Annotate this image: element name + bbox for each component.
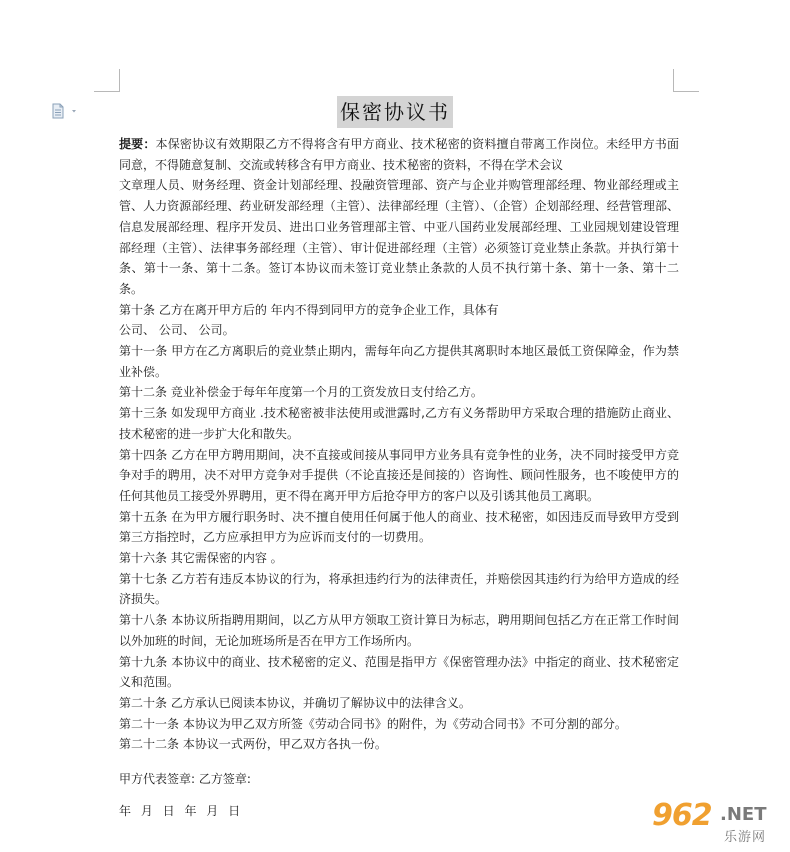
paragraph-text: 第十六条 其它需保密的内容 。 — [119, 551, 283, 566]
paragraph-text: 本保密协议有效期限乙方不得将含有甲方商业、技术秘密的资料擅自带离工作岗位。未经甲方书面同意，不得随意复制、交流或转移含有甲方商业、技术秘密的资料，不得在学术会议 — [119, 137, 679, 172]
paragraph[interactable] — [119, 693, 679, 714]
paragraph[interactable] — [119, 507, 679, 548]
date-line[interactable]: 年 月 日 年 月 日 — [119, 804, 244, 818]
document-body[interactable] — [119, 134, 679, 755]
paragraph[interactable] — [119, 652, 679, 693]
paragraph[interactable] — [119, 320, 679, 341]
paragraph[interactable] — [119, 569, 679, 610]
paragraph[interactable] — [119, 134, 679, 175]
watermark-subtitle: 乐游网 — [724, 830, 767, 845]
paragraph-label: 提要： — [119, 137, 156, 151]
paragraph-text: 公司、 公司、 公司。 — [119, 323, 235, 338]
document-title[interactable]: 保密协议书 — [337, 96, 453, 128]
title-container — [0, 96, 790, 128]
crop-mark-top-left — [94, 69, 120, 92]
paragraph-text: 第十七条 乙方若有违反本协议的行为，将承担违约行为的法律责任，并赔偿因其违约行为给甲方造成的经济损失。 — [119, 571, 679, 607]
paragraph[interactable] — [119, 382, 679, 403]
paragraph[interactable] — [119, 548, 679, 569]
paragraph-text: 第十三条 如发现甲方商业 .技术秘密被非法使用或泄露时,乙方有义务帮助甲方采取合理的措施防止商业、技术秘密的进一步扩大化和散失。 — [119, 406, 679, 441]
watermark-net: .NET — [720, 804, 767, 825]
paragraph-text: 第二十一条 本协议为甲乙双方所签《劳动合同书》的附件，为《劳动合同书》不可分割的部分。 — [119, 716, 627, 731]
paragraph[interactable] — [119, 734, 679, 755]
crop-mark-top-right — [673, 69, 699, 92]
paragraph-text: 第十四条 乙方在甲方聘用期间，决不直接或间接从事同甲方业务具有竞争性的业务，决不同时接受甲方竞争对手的聘用，决不对甲方竞争对手提供（不论直接还是间接的）咨询性、顾问性服务，也不唆使甲方的任何其他员工接受外界聘用，更不得在离开甲方后抢夺甲方的客户以及引诱其他员工离职。 — [119, 447, 679, 503]
signature-line[interactable]: 甲方代表签章: 乙方签章: — [119, 772, 251, 786]
watermark-number: 962 — [652, 798, 712, 833]
paragraph[interactable] — [119, 714, 679, 735]
paragraph[interactable] — [119, 175, 679, 299]
paragraph-text: 第二十二条 本协议一式两份，甲乙双方各执一份。 — [119, 737, 387, 752]
site-watermark-logo — [652, 800, 784, 846]
paragraph-text: 第十九条 本协议中的商业、技术秘密的定义、范围是指甲方《保密管理办法》中指定的商业、技术秘密定义和范围。 — [119, 654, 679, 690]
paragraph[interactable] — [119, 341, 679, 382]
paragraph-text: 第十五条 在为甲方履行职务时、决不擅自使用任何属于他人的商业、技术秘密，如因违反而导致甲方受到第三方指控时，乙方应承担甲方为应诉而支付的一切费用。 — [119, 509, 679, 545]
paragraph[interactable] — [119, 300, 679, 321]
paragraph[interactable] — [119, 445, 679, 507]
paragraph-text: 第二十条 乙方承认已阅读本协议，并确切了解协议中的法律含义。 — [119, 695, 471, 710]
paragraph-text: 第十一条 甲方在乙方离职后的竞业禁止期内，需每年向乙方提供其离职时本地区最低工资保障金，作为禁业补偿。 — [119, 344, 679, 379]
paragraph-text: 第十二条 竞业补偿金于每年年度第一个月的工资发放日支付给乙方。 — [119, 385, 483, 400]
paragraph[interactable] — [119, 610, 679, 651]
paragraph-text: 第十八条 本协议所指聘用期间，以乙方从甲方领取工资计算日为标志，聘用期间包括乙方在正常工作时间以外加班的时间，无论加班场所是否在甲方工作场所内。 — [119, 613, 679, 648]
paragraph-text: 文章理人员、财务经理、资金计划部经理、投融资管理部、资产与企业并购管理部经理、物业部经理或主管、人力资源部经理、药业研发部经理（主管）、法律部经理（主管）、（企管）企划部经理、经营管理部、信息发展部经理、程序开发员、进出口业务管理部主管、中亚八国药业发展部经理、工业园规划建设管理部经理（主管）、法律事务部经理（主管）、审计促进部经理（主管）必须签订竞业禁止条款。并执行第十条、第十一条、第十二条。签订本协议而未签订竞业禁止条款的人员不执行第十条、第十一条、第十二条。 — [119, 178, 679, 296]
paragraph-text: 第十条 乙方在离开甲方后的 年内不得到同甲方的竞争企业工作，具体有 — [119, 302, 499, 317]
paragraph[interactable] — [119, 403, 679, 444]
